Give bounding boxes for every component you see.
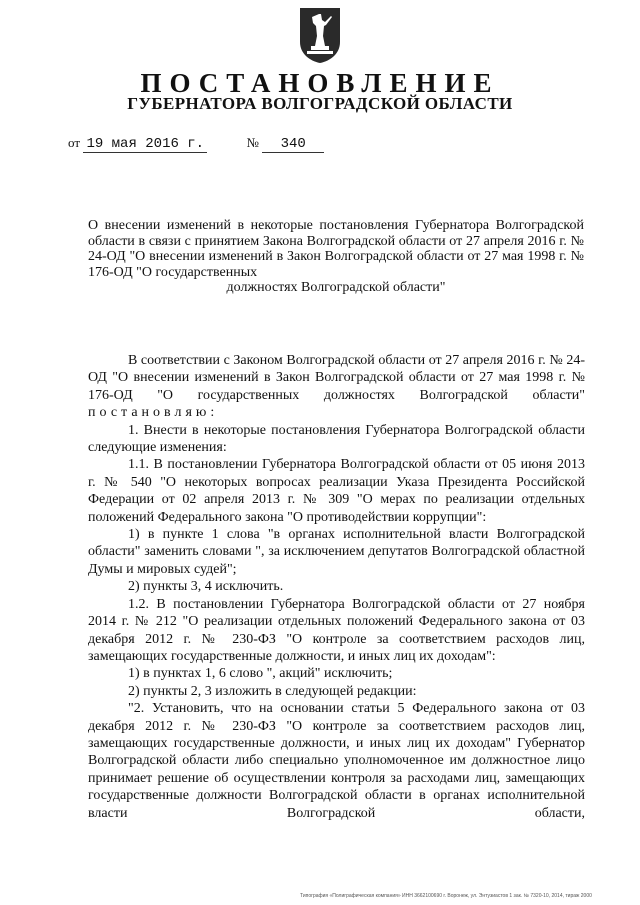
subject-text: О внесении изменений в некоторые постановления Губернатора Волгоградской области в связи с принятием Закона Волгоградской области от 27 апреля 2016 г. № 24-ОД "О внесении изменений в Закон Волгоградской области от 27 мая 1998 г. № 176-ОД "О государственных — [88, 218, 584, 280]
paragraph-subitem-1: 1) в пункте 1 слова "в органах исполнительной власти Волгоградской области" заменить словами ", за исключением депутатов Волгоградской областной Думы и мировых судей"; — [88, 527, 585, 577]
printer-imprint: Типография «Полиграфическая компания» ИНН 3662100690 г. Воронеж, ул. Энтузиастов 1 зак. № 7320-10, 2014, тираж 2000 — [300, 893, 592, 899]
paragraph-subitem-1b: 1) в пунктах 1, 6 слово ", акций" исключить; — [128, 666, 393, 682]
preamble-text: В соответствии с Законом Волгоградской области от 27 апреля 2016 г. № 24-ОД "О внесении изменений в Закон Волгоградской области от 27 мая 1998 г. № 176-ОД "О государственных должностях Волгоградской области" — [88, 353, 585, 403]
paragraph-item-1-2: 1.2. В постановлении Губернатора Волгоградской области от 27 ноября 2014 г. № 212 "О реализации отдельных положений Федерального закона от 03 декабря 2012 г. № 230-ФЗ "О контроле за соответствием расходов лиц, замещающих государственные должности, и иных лиц их доходам": — [88, 596, 585, 664]
document-date: 19 мая 2016 г. — [83, 137, 207, 153]
paragraph-item-1-1: 1.1. В постановлении Губернатора Волгоградской области от 05 июня 2013 г. № 540 "О некоторых вопросах реализации Указа Президента Российской Федерации от 02 апреля 2013 г. № 309 "О мерах по реализации отдельных положений Федерального закона "О противодействии коррупции": — [88, 457, 585, 525]
number-prefix: № — [246, 135, 259, 150]
paragraph-subitem-2b: 2) пункты 2, 3 изложить в следующей редакции: — [128, 683, 417, 699]
subject-last-line: должностях Волгоградской области" — [226, 280, 446, 296]
document-body — [88, 352, 585, 822]
resolve-word: постановляю: — [88, 405, 219, 421]
paragraph-quoted-item-2: "2. Установить, что на основании статьи 5 Федерального закона от 03 декабря 2012 г. № 230-ФЗ "О контроле за соответствием расходов лиц, замещающих государственные должности, и иных лиц их доходам" Губернатор Волгоградской области либо специально уполномоченное им должностное лицо принимает решение об осуществлении контроля за расходами лиц, замещающих государственные должности Волгоградской области в органах исполнительной власти Волгоградской области, — [88, 701, 585, 821]
paragraph-item-1: 1. Внести в некоторые постановления Губернатора Волгоградской области следующие изменения: — [88, 422, 585, 456]
document-subject — [88, 218, 584, 296]
date-prefix: от — [68, 135, 81, 150]
document-subtitle: ГУБЕРНАТОРА ВОЛГОГРАДСКОЙ ОБЛАСТИ — [127, 94, 513, 113]
document-title: ПОСТАНОВЛЕНИЕ — [140, 68, 500, 98]
document-number: 340 — [262, 137, 324, 153]
paragraph-subitem-2: 2) пункты 3, 4 исключить. — [128, 579, 284, 595]
paragraph-preamble — [88, 352, 585, 422]
coat-of-arms-emblem — [298, 6, 342, 64]
date-number-line — [68, 135, 324, 153]
